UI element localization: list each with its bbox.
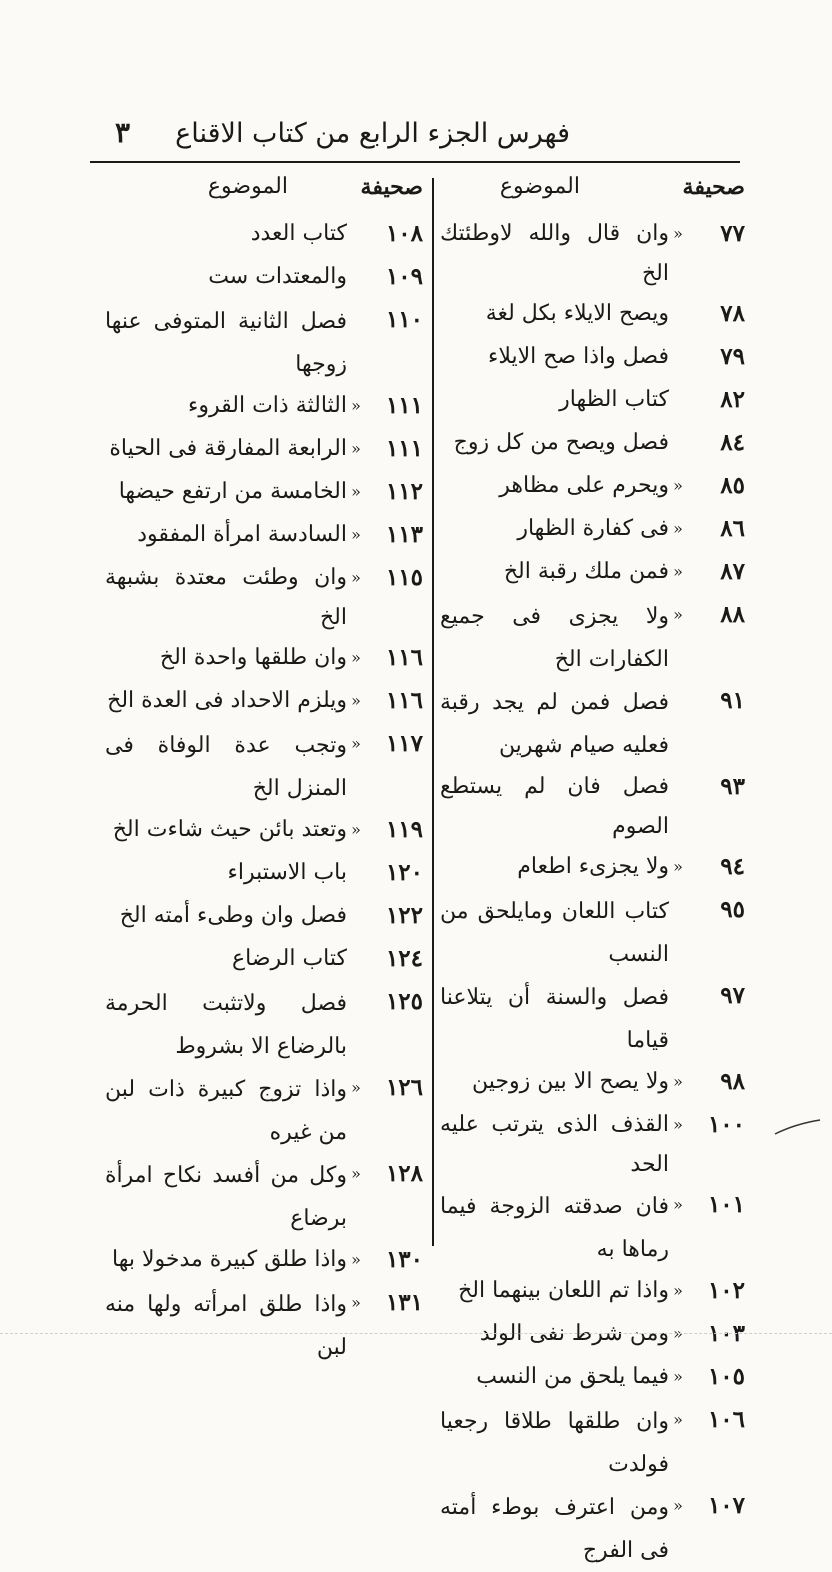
entry-topic: الرابعة المفارقة فى الحياة [109, 436, 347, 461]
entry-topic: كتاب الرضاع [232, 946, 347, 971]
ditto-mark: « [351, 734, 361, 753]
index-entry [440, 509, 745, 552]
entry-topic: ولا يجزى فى جميع الكفارات الخ [440, 604, 669, 672]
entry-topic: فى كفارة الظهار [517, 516, 669, 541]
entry-topic: السادسة امرأة المفقود [137, 522, 347, 547]
ditto-mark: « [351, 1164, 361, 1183]
entry-topic: وتعتد بائن حيث شاءت الخ [112, 817, 347, 842]
index-entry [440, 1357, 745, 1400]
page-header [90, 108, 740, 158]
entry-page-number: ١٠٠ [707, 1111, 745, 1138]
index-entry [440, 767, 745, 847]
index-entry [105, 257, 423, 300]
index-entry [440, 681, 745, 767]
index-entry [105, 1240, 423, 1283]
index-entry [440, 1486, 745, 1572]
header-rule [90, 161, 740, 163]
entry-page-number: ٨٤ [720, 429, 745, 456]
ditto-mark: « [351, 691, 361, 710]
right-column [440, 172, 745, 1572]
entry-topic: فان صدقته الزوجة فيما رماها به [440, 1194, 669, 1262]
ditto-mark: « [673, 857, 683, 876]
index-entry [105, 214, 423, 257]
index-entry [440, 890, 745, 976]
ditto-mark: « [673, 224, 683, 243]
entry-page-number: ١٢٥ [385, 988, 423, 1015]
index-entry [440, 466, 745, 509]
entry-topic: ويصح الايلاء بكل لغة [485, 301, 669, 326]
entry-topic: كتاب اللعان ومايلحق من النسب [440, 899, 669, 967]
left-column-header [105, 172, 423, 214]
ditto-mark: « [673, 1115, 683, 1134]
index-entry [440, 214, 745, 294]
entry-page-number: ١٠٦ [707, 1406, 745, 1433]
index-entry [105, 558, 423, 638]
entry-page-number: ٧٩ [720, 343, 745, 370]
entry-page-number: ٨٦ [720, 515, 745, 542]
entry-page-number: ١١٣ [385, 521, 423, 548]
entry-topic: والمعتدات ست [208, 264, 347, 289]
entry-topic: الخامسة من ارتفع حيضها [118, 479, 347, 504]
entry-page-number: ١١٧ [385, 730, 423, 757]
ditto-mark: « [351, 439, 361, 458]
entry-page-number: ١٠٧ [707, 1492, 745, 1519]
index-entry [105, 724, 423, 810]
entry-page-number: ٩٧ [720, 982, 745, 1009]
entry-page-number: ٨٧ [720, 558, 745, 585]
entry-topic: القذف الذى يترتب عليه الحد [440, 1112, 669, 1177]
index-entry [440, 380, 745, 423]
index-entry [105, 300, 423, 386]
entry-page-number: ١٠٣ [707, 1320, 745, 1347]
ditto-mark: « [673, 1324, 683, 1343]
index-entry [105, 939, 423, 982]
entry-topic: واذا طلق كبيرة مدخولا بها [112, 1247, 347, 1272]
entry-page-number: ١٠١ [707, 1191, 745, 1218]
entry-topic: فصل وان وطىء أمته الخ [119, 903, 347, 928]
ditto-mark: « [673, 1072, 683, 1091]
index-entry [105, 1154, 423, 1240]
entry-page-number: ١١٦ [385, 687, 423, 714]
ditto-mark: « [351, 648, 361, 667]
index-entry [105, 515, 423, 558]
index-entry [105, 429, 423, 472]
index-entry [440, 976, 745, 1062]
scan-edge-line [0, 1333, 832, 1334]
entry-page-number: ١٢٨ [385, 1160, 423, 1187]
index-entry [440, 1062, 745, 1105]
ditto-mark: « [673, 1496, 683, 1515]
index-entry [440, 1271, 745, 1314]
right-column-header [440, 172, 745, 214]
page-column-heading: صحيفة [360, 174, 423, 200]
entry-page-number: ٧٨ [720, 300, 745, 327]
page-column-heading: صحيفة [682, 174, 745, 200]
entry-topic: الثالثة ذات القروء [188, 393, 347, 418]
index-entry [105, 896, 423, 939]
entry-topic: وان قال والله لاوطئتك الخ [440, 221, 669, 286]
ditto-mark: « [351, 568, 361, 587]
index-entry [105, 1068, 423, 1154]
entry-page-number: ١٢٠ [385, 859, 423, 886]
ditto-mark: « [351, 1078, 361, 1097]
entry-page-number: ١١١ [385, 435, 423, 462]
entry-topic: واذا طلق امرأته ولها منه لبن [105, 1292, 347, 1360]
entry-topic: وان طلقها طلاقا رجعيا فولدت [440, 1409, 669, 1477]
index-entry [105, 472, 423, 515]
entry-page-number: ١١٦ [385, 644, 423, 671]
entry-page-number: ١٠٩ [385, 263, 423, 290]
entry-page-number: ١٢٦ [385, 1074, 423, 1101]
ditto-mark: « [351, 820, 361, 839]
entry-page-number: ١٠٨ [385, 220, 423, 247]
entry-topic: فصل فان لم يستطع الصوم [440, 774, 669, 839]
entry-page-number: ٨٢ [720, 386, 745, 413]
index-entry [440, 1185, 745, 1271]
ditto-mark: « [673, 1410, 683, 1429]
ditto-mark: « [351, 396, 361, 415]
ditto-mark: « [351, 525, 361, 544]
ditto-mark: « [351, 1293, 361, 1312]
page-number: ٣ [115, 116, 131, 149]
index-entry [440, 294, 745, 337]
entry-page-number: ١١٥ [385, 564, 423, 591]
entry-topic: فصل فمن لم يجد رقبة فعليه صيام شهرين [440, 690, 669, 758]
index-entry [440, 1105, 745, 1185]
entry-topic: فصل ولاتثبت الحرمة بالرضاع الا بشروط [105, 991, 347, 1059]
column-divider [432, 178, 434, 1246]
entry-topic: فصل الثانية المتوفى عنها زوجها [105, 309, 347, 377]
entry-page-number: ٩١ [720, 687, 745, 714]
entry-topic: وكل من أفسد نكاح امرأة برضاع [105, 1163, 347, 1231]
entry-page-number: ٩٤ [720, 853, 745, 880]
entry-page-number: ١٢٢ [385, 902, 423, 929]
ditto-mark: « [673, 1367, 683, 1386]
right-column-entries [440, 214, 745, 1572]
index-entry [440, 552, 745, 595]
entry-topic: فمن ملك رقبة الخ [503, 559, 669, 584]
entry-page-number: ٨٥ [720, 472, 745, 499]
index-entry [105, 1283, 423, 1369]
index-entry [105, 810, 423, 853]
index-entry [440, 847, 745, 890]
index-entry [105, 386, 423, 429]
left-column-entries [105, 214, 423, 1369]
entry-topic: ولا يجزىء اطعام [517, 854, 669, 879]
ditto-mark: « [673, 519, 683, 538]
entry-page-number: ١٣٠ [385, 1246, 423, 1273]
entry-page-number: ١١٠ [385, 306, 423, 333]
entry-page-number: ١٠٢ [707, 1277, 745, 1304]
index-entry [440, 1314, 745, 1357]
entry-page-number: ١٢٤ [385, 945, 423, 972]
ditto-mark: « [673, 1281, 683, 1300]
entry-topic: وان وطئت معتدة بشبهة الخ [105, 565, 347, 630]
index-entry [105, 638, 423, 681]
entry-topic: ومن اعترف بوطء أمته فى الفرج [440, 1495, 669, 1563]
topic-column-heading: الموضوع [207, 174, 288, 199]
entry-topic: ولا يصح الا بين زوجين [472, 1069, 669, 1094]
entry-topic: فصل ويصح من كل زوج [453, 430, 669, 455]
ditto-mark: « [673, 476, 683, 495]
page-title: فهرس الجزء الرابع من كتاب الاقناع [175, 118, 570, 149]
topic-column-heading: الموضوع [499, 174, 580, 199]
entry-topic: واذا تزوج كبيرة ذات لبن من غيره [105, 1077, 347, 1145]
entry-page-number: ١١٢ [385, 478, 423, 505]
entry-topic: كتاب العدد [250, 221, 347, 246]
entry-topic: وان طلقها واحدة الخ [159, 645, 347, 670]
ditto-mark: « [673, 605, 683, 624]
entry-topic: ويحرم على مظاهر [499, 473, 669, 498]
entry-page-number: ١٣١ [385, 1289, 423, 1316]
entry-page-number: ٩٣ [720, 773, 745, 800]
ditto-mark: « [673, 562, 683, 581]
entry-topic: فصل واذا صح الايلاء [487, 344, 669, 369]
entry-topic: ومن شرط نفى الولد [479, 1321, 669, 1346]
index-entry [105, 853, 423, 896]
entry-page-number: ١١٩ [385, 816, 423, 843]
entry-topic: وتجب عدة الوفاة فى المنزل الخ [105, 733, 347, 801]
index-entry [440, 1400, 745, 1486]
entry-page-number: ١١١ [385, 392, 423, 419]
left-column [105, 172, 423, 1369]
index-entry [440, 337, 745, 380]
entry-topic: واذا تم اللعان بينهما الخ [458, 1278, 669, 1303]
entry-topic: باب الاستبراء [227, 860, 347, 885]
entry-page-number: ٩٨ [720, 1068, 745, 1095]
entry-topic: ويلزم الاحداد فى العدة الخ [107, 688, 347, 713]
index-entry [105, 681, 423, 724]
ditto-mark: « [673, 1195, 683, 1214]
entry-page-number: ١٠٥ [707, 1363, 745, 1390]
pen-stroke-mark [770, 1112, 830, 1142]
entry-page-number: ٨٨ [720, 601, 745, 628]
index-entry [105, 982, 423, 1068]
index-entry [440, 595, 745, 681]
entry-topic: فيما يلحق من النسب [476, 1364, 669, 1389]
entry-topic: كتاب الظهار [559, 387, 669, 412]
entry-topic: فصل والسنة أن يتلاعنا قياما [440, 985, 669, 1053]
index-entry [440, 423, 745, 466]
entry-page-number: ٧٧ [720, 220, 745, 247]
entry-page-number: ٩٥ [720, 896, 745, 923]
ditto-mark: « [351, 482, 361, 501]
ditto-mark: « [351, 1250, 361, 1269]
